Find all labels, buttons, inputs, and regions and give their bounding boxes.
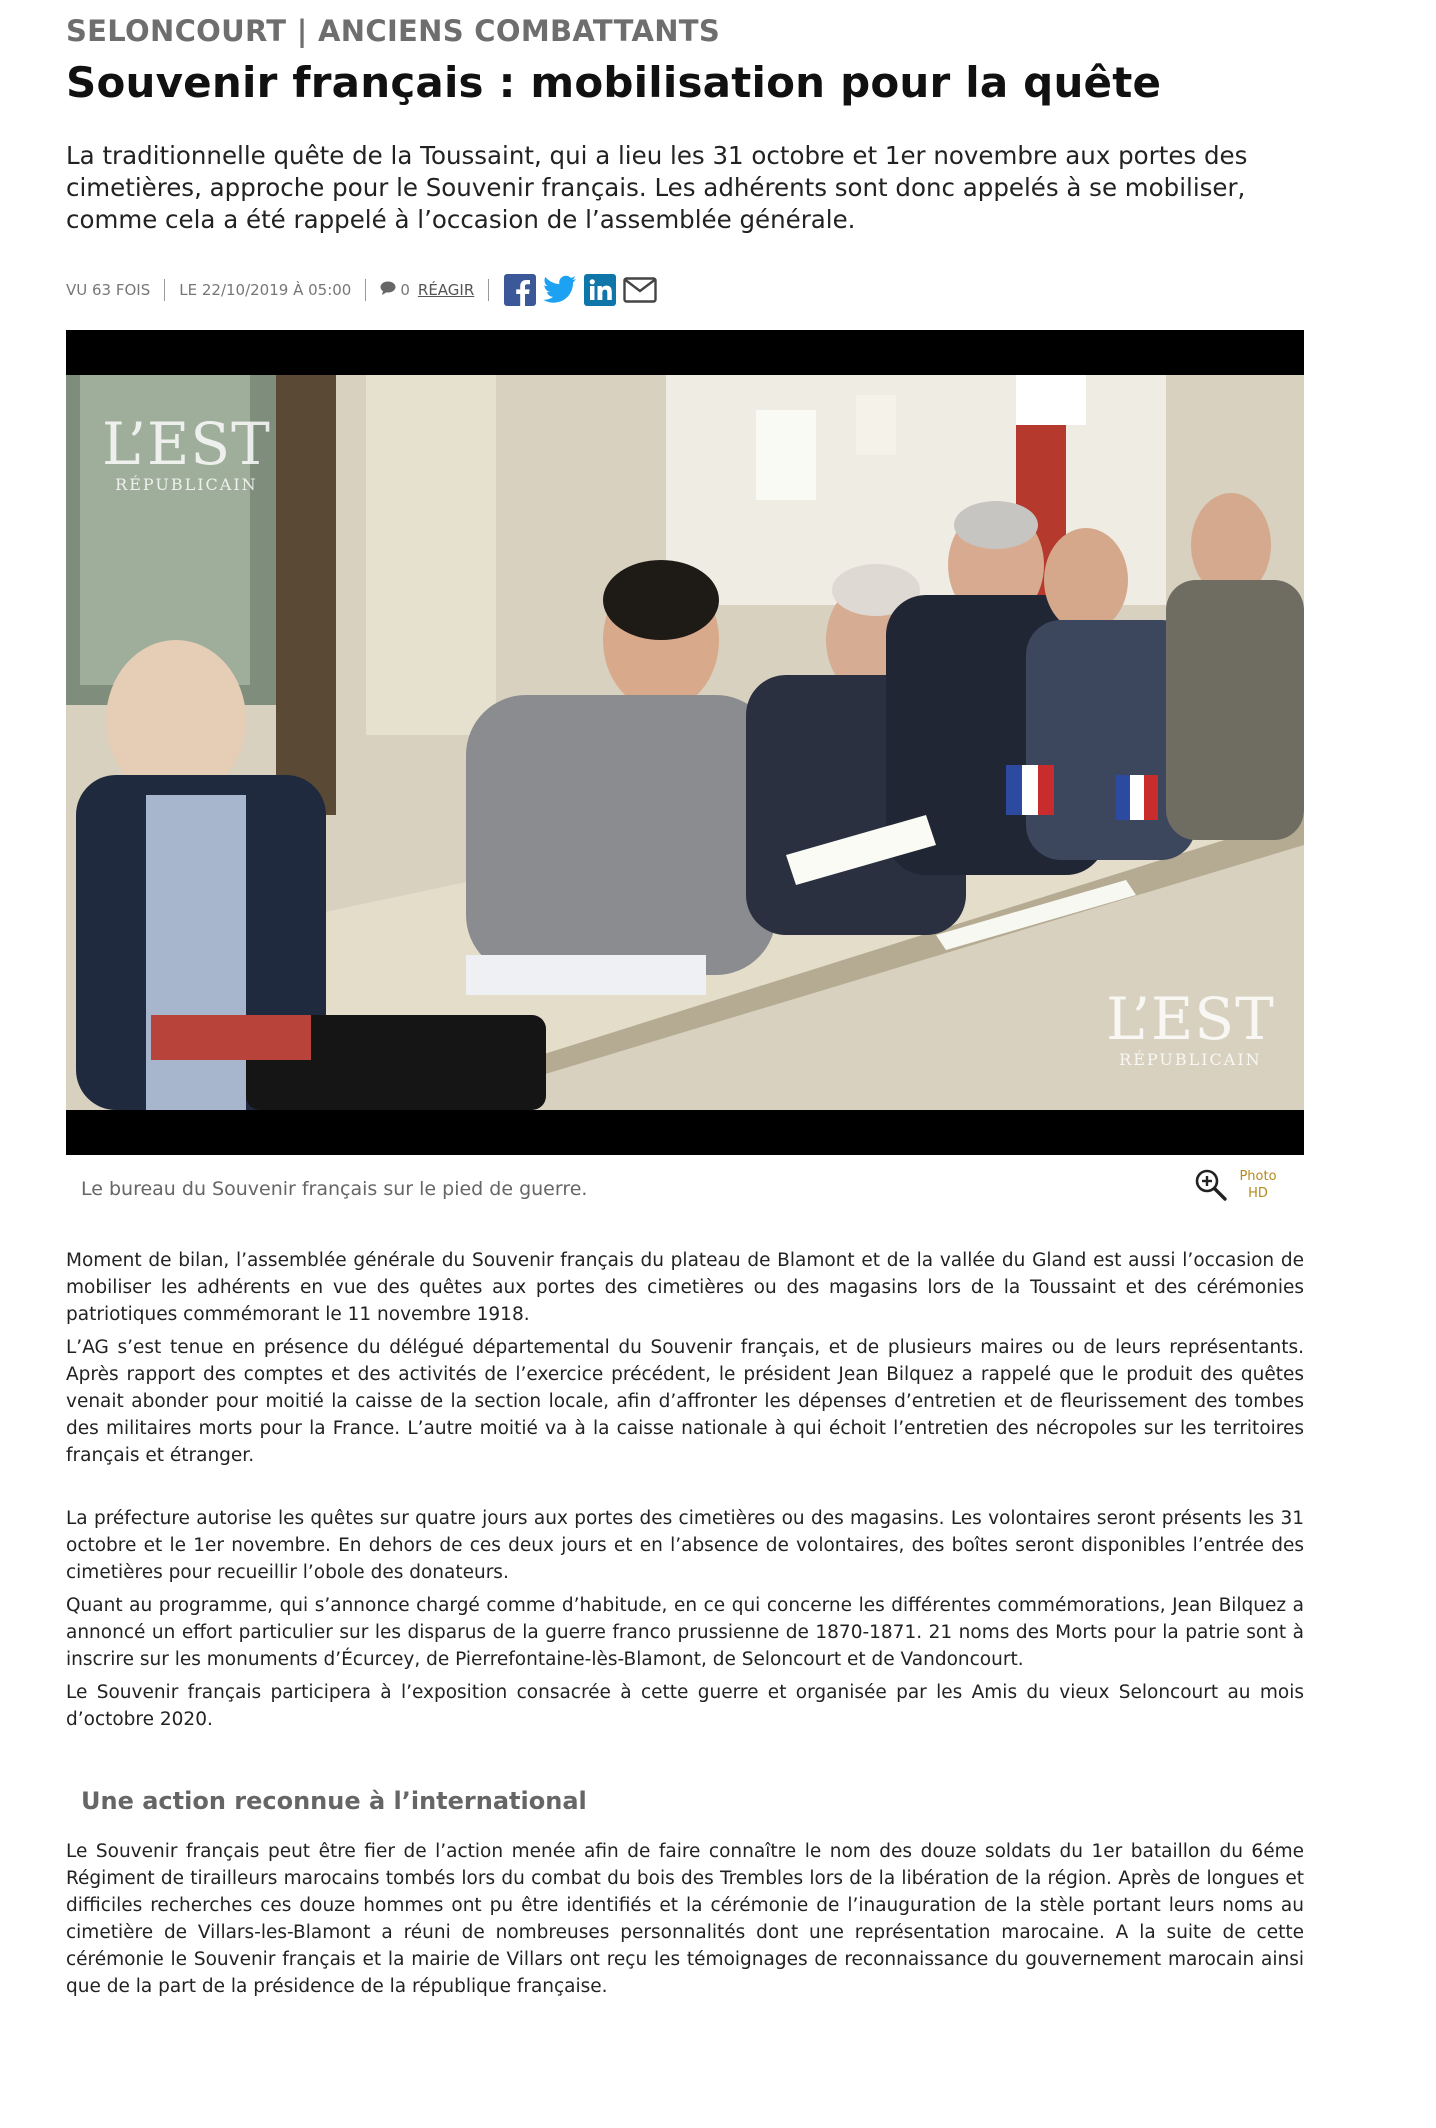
article-photo bbox=[66, 375, 1304, 1110]
watermark-bottom-right: L’EST RÉPUBLICAIN bbox=[1106, 985, 1275, 1069]
comment-icon bbox=[380, 281, 396, 299]
article-paragraph: Le Souvenir français participera à l’exposition consacrée à cette guerre et organisée par les Amis du vieux Seloncourt au mois d’octobre 2020. bbox=[66, 1682, 1304, 1730]
comment-count: 0 bbox=[400, 281, 410, 299]
publish-date: LE 22/10/2019 À 05:00 bbox=[179, 281, 352, 299]
article-paragraph: L’AG s’est tenue en présence du délégué départemental du Souvenir français, et de plusieurs maires ou de leurs représentants. Après rapport des comptes et des activités de l’exercice précédent, le président Jean Bilquez a rappelé que le produit des quêtes venait abonder pour moitié la caisse de la section locale, afin d’affronter les dépenses d’entretien et de fleurissement des tombes des militaires morts pour la France. L’autre moitié va à la caisse nationale à qui échoit l’entretien des nécropoles sur les territoires français et étranger. bbox=[66, 1337, 1304, 1466]
article-lead: La traditionnelle quête de la Toussaint, qui a lieu les 31 octobre et 1er novembre aux portes des cimetières, approche pour le Souvenir français. Les adhérents sont donc appelés à se mobiliser, comme cela a été rappelé à l’occasion de l’assemblée générale. bbox=[66, 141, 1248, 234]
meta-divider bbox=[164, 279, 165, 301]
photo-container[interactable] bbox=[66, 330, 1304, 1155]
article-subheading: Une action reconnue à l’international bbox=[81, 1787, 587, 1815]
linkedin-icon[interactable] bbox=[583, 273, 617, 307]
meta-divider bbox=[488, 279, 489, 301]
watermark-top-left: L’EST RÉPUBLICAIN bbox=[102, 410, 271, 494]
facebook-icon[interactable] bbox=[503, 273, 537, 307]
twitter-icon[interactable] bbox=[543, 273, 577, 307]
article-title: Souvenir français : mobilisation pour la quête bbox=[66, 58, 1162, 107]
photo-caption: Le bureau du Souvenir français sur le pied de guerre. bbox=[81, 1178, 588, 1200]
article-paragraph: Moment de bilan, l’assemblée générale du Souvenir français du plateau de Blamont et de la vallée du Gland est aussi l’occasion de mobiliser les adhérents en vue des quêtes aux portes des cimetières ou des magasins lors de la Toussaint et des cérémonies patriotiques commémorant le 11 novembre 1918. bbox=[66, 1250, 1304, 1325]
share-bar bbox=[503, 273, 657, 307]
view-count: VU 63 FOIS bbox=[66, 281, 151, 299]
article-kicker[interactable]: SELONCOURT | ANCIENS COMBATTANTS bbox=[66, 14, 721, 48]
article-paragraph: La préfecture autorise les quêtes sur quatre jours aux portes des cimetières ou des magasins. Les volontaires seront présents les 31 octobre et le 1er novembre. En dehors de ces deux jours et en l’absence de volontaires, des boîtes seront disponibles l’entrée des cimetières pour recueillir l’obole des donateurs. bbox=[66, 1508, 1304, 1583]
react-link[interactable]: RÉAGIR bbox=[417, 281, 475, 299]
article-paragraph: Quant au programme, qui s’annonce chargé comme d’habitude, en ce qui concerne les différentes commémorations, Jean Bilquez a annoncé un effort particulier sur les disparus de la guerre franco prussienne de 1870-1871. 21 noms des Morts pour la patrie sont à inscrire sur les monuments d’Écurcey, de Pierrefontaine-lès-Blamont, de Seloncourt et de Vandoncourt. bbox=[66, 1595, 1304, 1670]
meta-divider bbox=[365, 279, 366, 301]
article-meta bbox=[66, 272, 657, 308]
article-paragraph: Le Souvenir français peut être fier de l’action menée afin de faire connaître le nom des douze soldats du 1er bataillon du 6éme Régiment de tirailleurs marocains tombés lors du combat du bois des Trembles lors de la libération de la région. Après de longues et difficiles recherches ces douze hommes ont pu être identifiés et la cérémonie de l’inauguration de la stèle portant leurs noms au cimetière de Villars-les-Blamont a réuni de nombreuses personnalités dont une représentation marocaine. A la suite de cette cérémonie le Souvenir français et la mairie de Villars ont reçu les témoignages de reconnaissance du gouvernement marocain ainsi que de la part de la présidence de la république française. bbox=[66, 1841, 1304, 1997]
mail-icon[interactable] bbox=[623, 273, 657, 307]
photo-hd-button[interactable]: Photo HD bbox=[1239, 1169, 1277, 1201]
zoom-icon[interactable] bbox=[1194, 1168, 1228, 1202]
